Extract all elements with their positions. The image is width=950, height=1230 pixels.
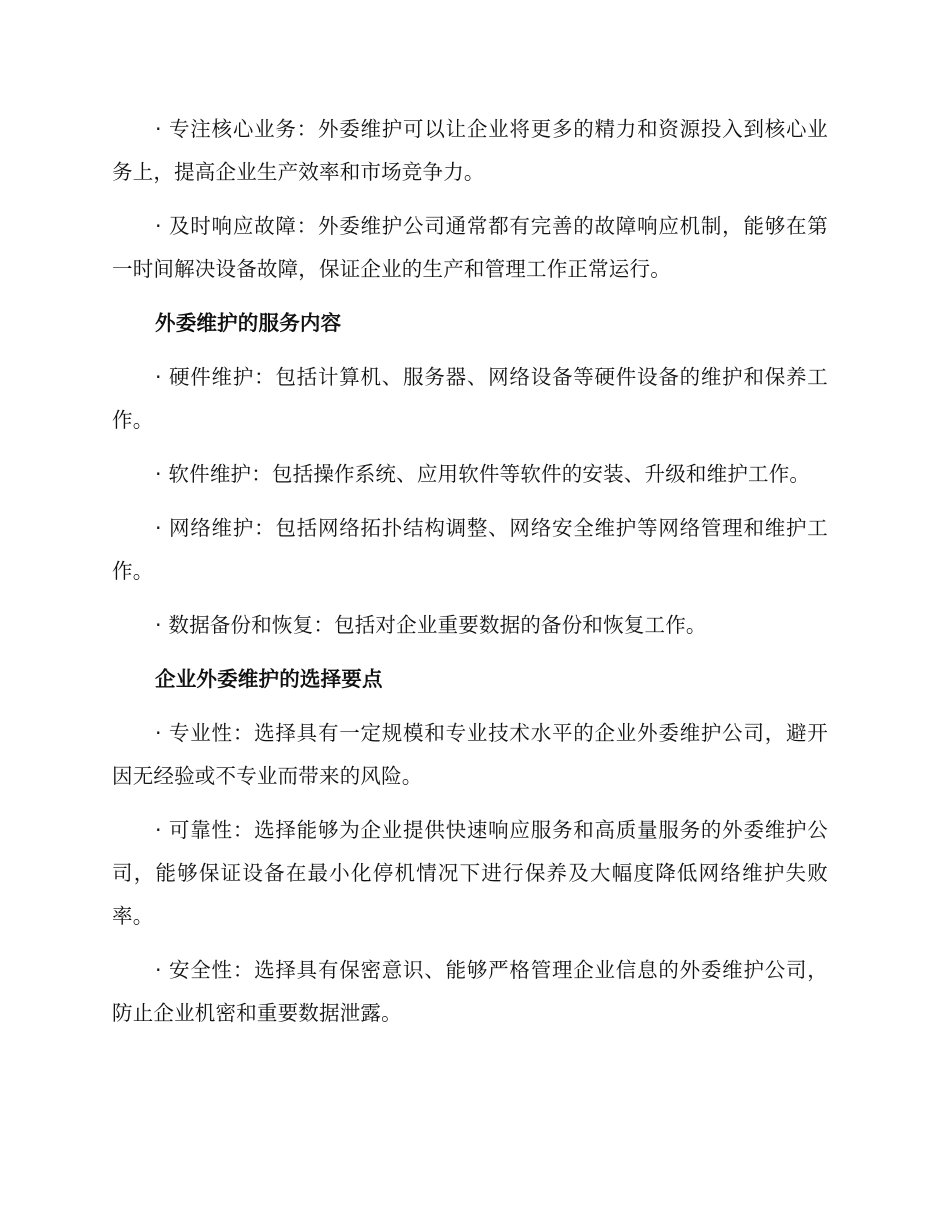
- paragraph-professionalism: · 专业性：选择具有一定规模和专业技术水平的企业外委维护公司，避开因无经验或不专业而带来的风险。: [112, 721, 828, 788]
- section-heading-selection-points: 企业外委维护的选择要点: [155, 667, 383, 691]
- paragraph-timely-fault-response: · 及时响应故障：外委维护公司通常都有完善的故障响应机制，能够在第一时间解决设备故障，保证企业的生产和管理工作正常运行。: [112, 214, 828, 281]
- paragraph-software-maintenance: · 软件维护：包括操作系统、应用软件等软件的安装、升级和维护工作。: [155, 462, 811, 486]
- paragraph-security: · 安全性：选择具有保密意识、能够严格管理企业信息的外委维护公司，防止企业机密和重要数据泄露。: [112, 958, 828, 1025]
- document-body: [112, 108, 828, 1046]
- paragraph-network-maintenance: · 网络维护：包括网络拓扑结构调整、网络安全维护等网络管理和维护工作。: [112, 516, 828, 583]
- paragraph-data-backup-recovery: · 数据备份和恢复：包括对企业重要数据的备份和恢复工作。: [155, 613, 707, 637]
- section-heading-service-content: 外委维护的服务内容: [155, 311, 342, 335]
- paragraph-hardware-maintenance: · 硬件维护：包括计算机、服务器、网络设备等硬件设备的维护和保养工作。: [112, 365, 828, 432]
- paragraph-focus-core-business: · 专注核心业务：外委维护可以让企业将更多的精力和资源投入到核心业务上，提高企业生产效率和市场竞争力。: [112, 117, 828, 184]
- paragraph-reliability: · 可靠性：选择能够为企业提供快速响应服务和高质量服务的外委维护公司，能够保证设备在最小化停机情况下进行保养及大幅度降低网络维护失败率。: [112, 818, 828, 928]
